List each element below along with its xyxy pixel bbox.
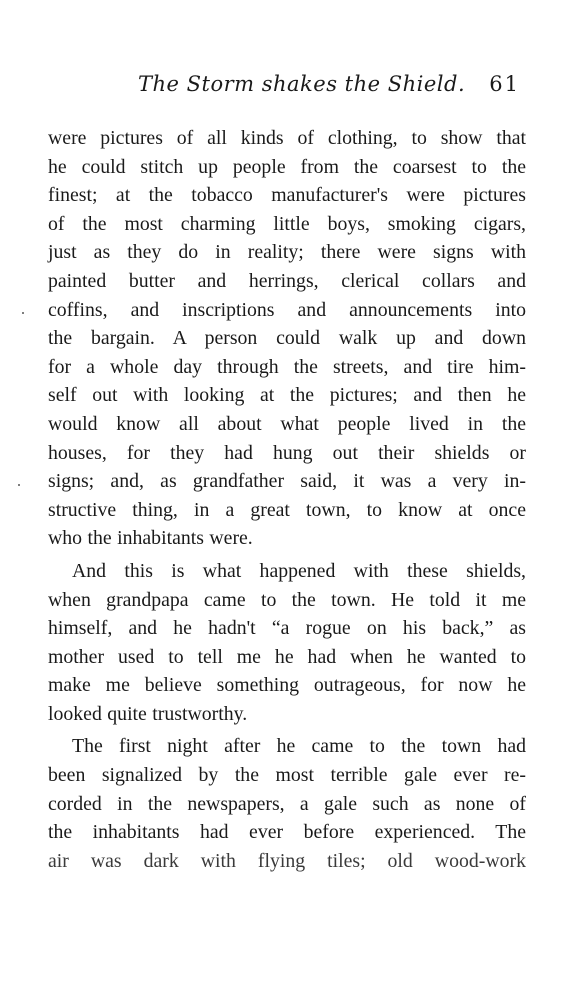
text-line: And this is what happened with these shields, (72, 559, 526, 582)
text-line: he could stitch up people from the coarsest to the (48, 155, 526, 178)
paragraph (48, 124, 526, 553)
text-line: structive thing, in a great town, to know at once (48, 498, 526, 521)
running-header (48, 72, 520, 106)
text-line: corded in the newspapers, a gale such as none of (48, 792, 526, 815)
paragraph (48, 557, 526, 729)
text-line: painted butter and herrings, clerical collars and (48, 269, 526, 292)
text-line: the bargain. A person could walk up and down (48, 327, 526, 350)
text-line: of the most charming little boys, smoking cigars, (48, 212, 526, 235)
text-line: would know all about what people lived in the (48, 412, 526, 435)
text-line: when grandpapa came to the town. He told it me (48, 588, 526, 611)
text-line: finest; at the tobacco manufacturer's were pictures (48, 184, 526, 207)
text-line: coffins, and inscriptions and announcements into (48, 298, 526, 321)
text-line: the inhabitants had ever before experienced. The (48, 821, 526, 844)
text-line: signs; and, as grandfather said, it was a very in- (48, 470, 526, 493)
page-number: 61 (489, 72, 520, 96)
text-line: were pictures of all kinds of clothing, to show that (48, 127, 526, 149)
running-title: The Storm shakes the Shield. (138, 72, 466, 96)
text-line: himself, and he hadn't “a rogue on his back,” as (48, 617, 526, 640)
print-speck (22, 312, 24, 314)
text-line: make me believe something outrageous, for now he (48, 674, 526, 697)
text-line: houses, for they had hung out their shields or (48, 441, 526, 464)
text-line: air was dark with flying tiles; old wood-work (48, 849, 526, 872)
text-line: for a whole day through the streets, and tire him- (48, 355, 526, 378)
text-line: who the inhabitants were. (48, 527, 253, 550)
paragraph (48, 732, 526, 875)
text-line: mother used to tell me he had when he wanted to (48, 645, 526, 668)
print-speck (18, 484, 20, 486)
text-line: been signalized by the most terrible gale ever re- (48, 764, 526, 787)
body-text (48, 124, 526, 879)
text-line: The first night after he came to the town had (72, 735, 526, 758)
text-line: self out with looking at the pictures; and then he (48, 384, 526, 407)
text-line: looked quite trustworthy. (48, 702, 248, 725)
text-line: just as they do in reality; there were signs with (48, 241, 526, 264)
